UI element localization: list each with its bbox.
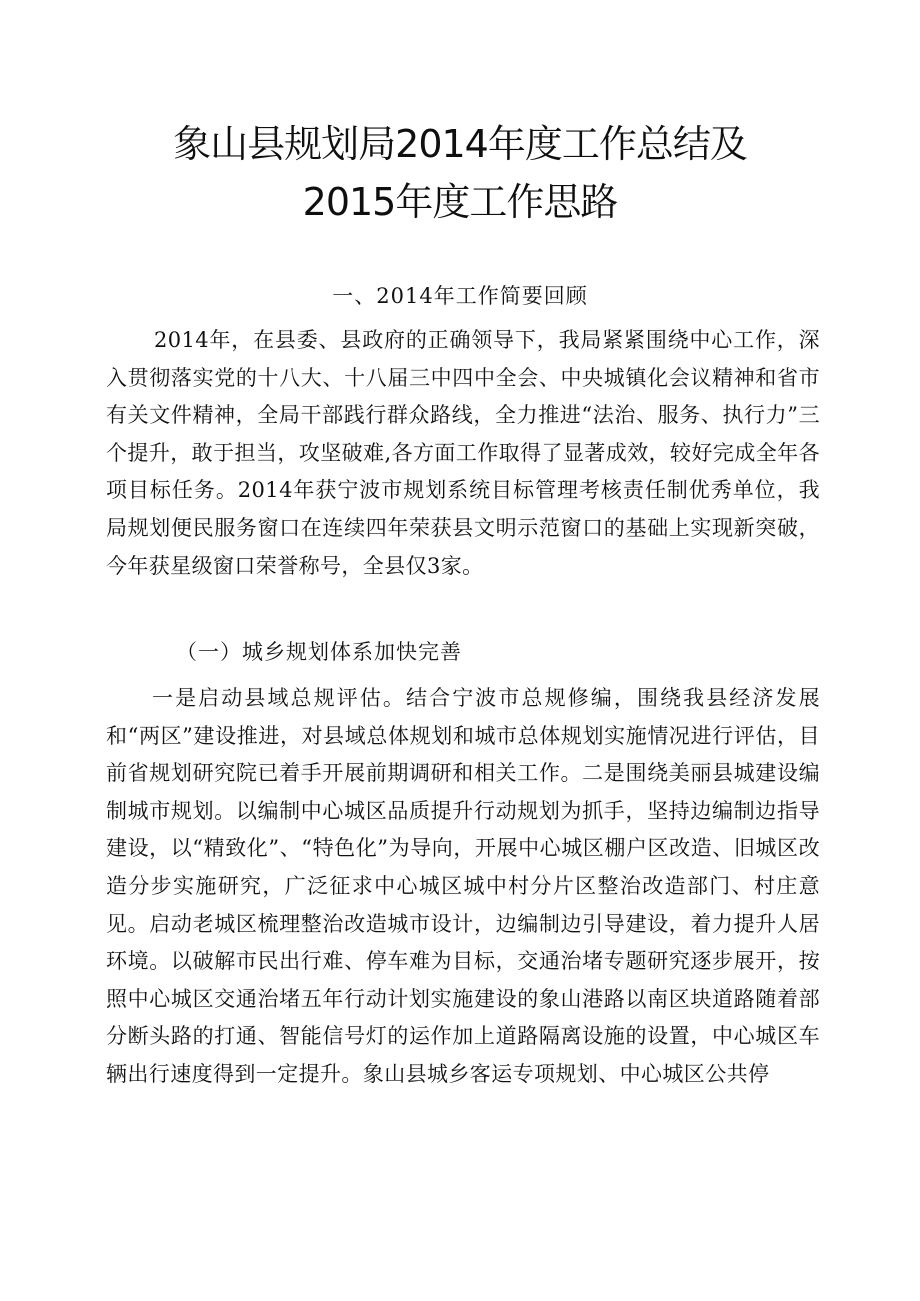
document-title-line-1: 象山县规划局2014年度工作总结及 [173,122,747,166]
paragraph-planning-system: 一是启动县域总规评估。结合宁波市总规修编，围绕我县经济发展和“两区”建设推进，对县域总体规划和城市总体规划实施情况进行评估，目前省规划研究院已着手开展前期调研和相关工作。二是围绕美丽县城建设编制城市规划。以编制中心城区品质提升行动规划为抓手，坚持边编制边指导建设，以“精致化”、“特色化”为导向，开展中心城区棚户区改造、旧城区改造分步实施研究，广泛征求中心城区城中村分片区整治改造部门、村庄意见。启动老城区梳理整治改造城市设计，边编制边引导建设，着力提升人居环境。以破解市民出行难、停车难为目标，交通治堵专题研究逐步展开，按照中心城区交通治堵五年行动计划实施建设的象山港路以南区块道路随着部分断头路的打通、智能信号灯的运作加上道路隔离设施的设置，中心城区车辆出行速度得到一定提升。象山县城乡客运专项规划、中心城区公共停 [106,686,820,1086]
section-heading: 一、2014年工作简要回顾 [332,284,588,308]
subsection-heading: （一）城乡规划体系加快完善 [176,640,462,664]
paragraph-overview: 2014年，在县委、县政府的正确领导下，我局紧紧围绕中心工作，深入贯彻落实党的十八大、十八届三中四中全会、中央城镇化会议精神和省市有关文件精神，全局干部践行群众路线，全力推进“法治、服务、执行力”三个提升，敢于担当，攻坚破难,各方面工作取得了显著成效，较好完成全年各项目标任务。2014年获宁波市规划系统目标管理考核责任制优秀单位，我局规划便民服务窗口在连续四年荣获县文明示范窗口的基础上实现新突破，今年获星级窗口荣誉称号，全县仅3家。 [106,328,820,578]
document-title-line-2: 2015年度工作思路 [302,180,618,224]
